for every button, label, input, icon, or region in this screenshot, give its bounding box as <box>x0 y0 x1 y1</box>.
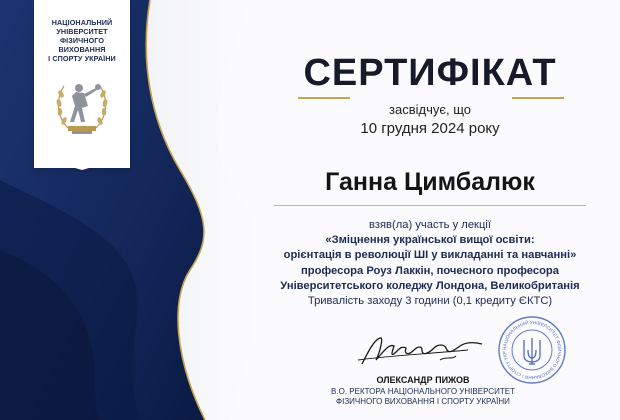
university-name-line: УНІВЕРСИТЕТ <box>56 27 108 36</box>
certifies-text: засвідчує, що <box>389 102 471 117</box>
university-name-line: НАЦІОНАЛЬНИЙ <box>51 18 113 27</box>
signatory-title <box>250 387 596 407</box>
signatory-title-line: В.О. РЕКТОРА НАЦІОНАЛЬНОГО УНІВЕРСИТЕТ <box>331 387 515 396</box>
university-name <box>34 18 130 63</box>
university-name-line: ВИХОВАННЯ <box>58 45 106 54</box>
ribbon-tail <box>34 148 130 170</box>
handwritten-signature-icon <box>356 330 486 370</box>
signatory-name: ОЛЕКСАНДР ПИЖОВ <box>376 375 470 385</box>
lecturer-line: професора Роуз Лаккін, почесного професора <box>300 264 559 277</box>
lecturer-line: Університетського коледжу Лондона, Великобританія <box>280 279 580 292</box>
duration-text: Тривалість заходу 3 години (0,1 кредиту ЄКТС) <box>307 295 553 308</box>
gold-divider <box>512 97 564 99</box>
lecture-title-line: «Зміцнення української вищої освіти: <box>325 234 535 247</box>
certificate-body <box>250 0 620 420</box>
gold-divider <box>274 205 586 206</box>
seal-text: НАЦІОНАЛЬНИЙ УНІВЕРСИТЕТ ФІЗИЧНОГО ВИХОВАННЯ І СПОРТУ УКР <box>501 319 563 381</box>
signatory-title-line: ФІЗИЧНОГО ВИХОВАННЯ І СПОРТУ УКРАЇНИ <box>336 397 510 406</box>
university-name-line: ФІЗИЧНОГО <box>59 36 105 45</box>
participation-text: взяв(ла) участь у лекції <box>369 219 491 231</box>
certificate-description <box>250 218 610 309</box>
recipient-name: Ганна Цимбалюк <box>325 168 535 196</box>
gold-divider <box>298 97 350 99</box>
university-logo-card <box>34 0 130 168</box>
university-name-line: І СПОРТУ УКРАЇНИ <box>48 54 116 63</box>
lecture-title-line: орієнтація в революції ШІ у викладанні та навчанні» <box>283 249 577 262</box>
discus-thrower-laurel-emblem-icon <box>52 72 112 138</box>
certificate-date: 10 грудня 2024 року <box>360 120 500 137</box>
certificate-title: СЕРТИФІКАТ <box>303 52 557 94</box>
